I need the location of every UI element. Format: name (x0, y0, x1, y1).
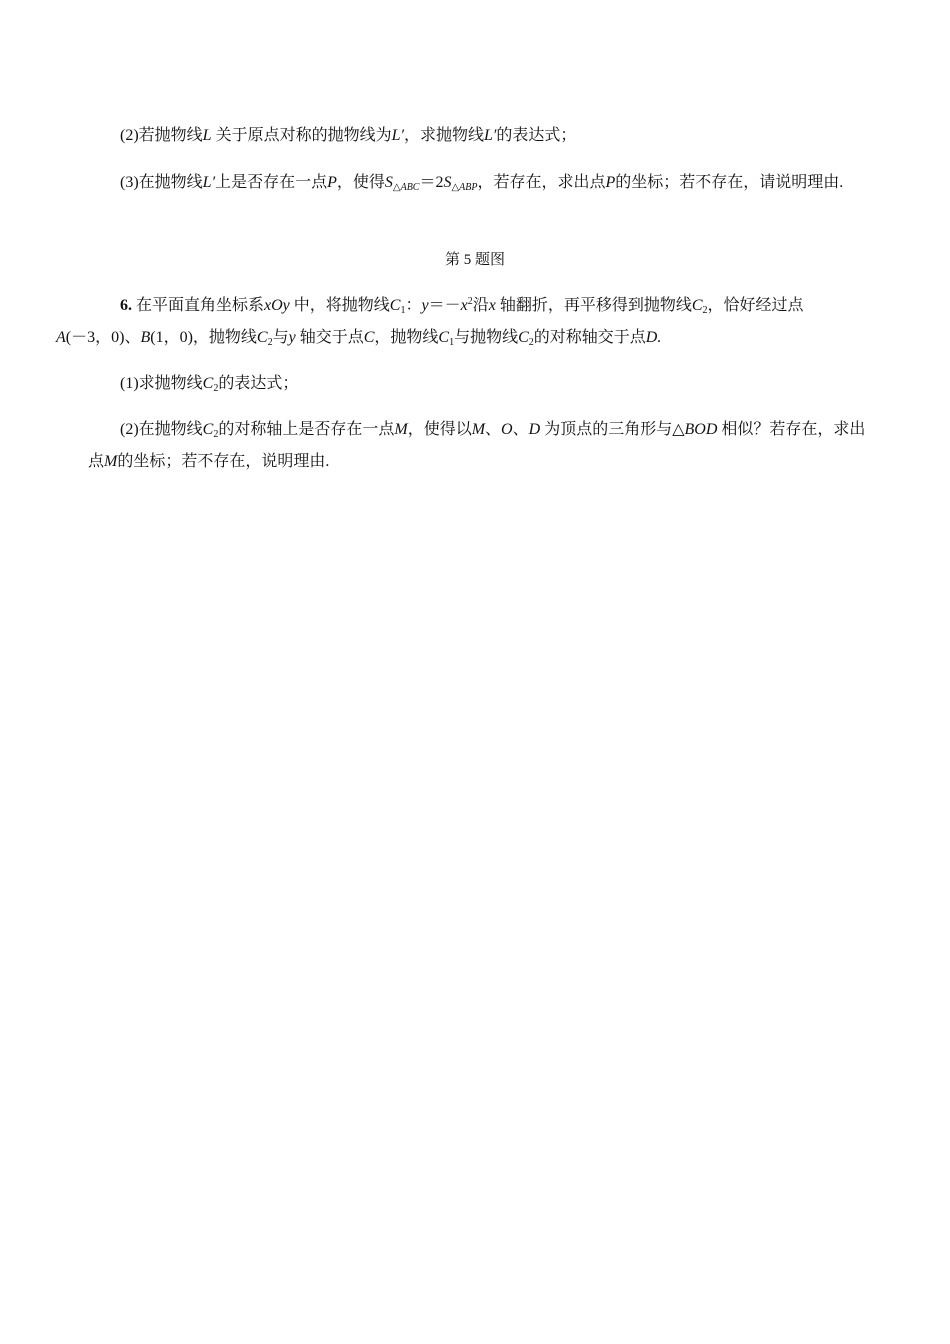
text: 轴翻折，再平移得到抛物线 (495, 297, 692, 314)
var-A: A (56, 329, 66, 346)
var-L-prime: L′ (202, 174, 216, 191)
var-L-prime: L′ (391, 127, 404, 144)
q6-intro (56, 290, 868, 354)
var-M: M (394, 421, 408, 438)
subscript: 1 (400, 305, 406, 316)
var-B: B (140, 329, 151, 346)
text: 的表达式； (496, 127, 577, 144)
text: ，若存在，求出点 (477, 174, 606, 191)
text: 关于原点对称的抛物线为 (211, 127, 392, 144)
var-C: C (202, 421, 214, 438)
text: 与抛物线 (454, 329, 519, 346)
text: (1，0)，抛物线 (150, 329, 257, 346)
text: 的坐标；若不存在，说明理由. (117, 453, 330, 470)
text: 的表达式； (218, 375, 299, 392)
var-M: M (471, 421, 486, 438)
var-C: C (256, 329, 268, 346)
text: ，使得以 (407, 421, 472, 438)
text: ，求抛物线 (404, 127, 485, 144)
q6-part1 (88, 368, 868, 400)
text: (－3，0)、 (65, 329, 141, 346)
text: (2)若抛物线 (120, 127, 203, 144)
var-P: P (605, 174, 616, 191)
var-xOy: xOy (264, 297, 290, 314)
subscript: △ABC (392, 182, 420, 193)
question-number: 6. (120, 297, 132, 314)
var-C: C (438, 329, 450, 346)
text: 与 (272, 329, 289, 346)
text: 沿 (472, 297, 489, 314)
var-C: C (691, 297, 703, 314)
text: 、 (485, 421, 502, 438)
text: ： (405, 297, 422, 314)
var-L-prime: L′ (484, 127, 497, 144)
superscript: 2 (467, 296, 473, 307)
subscript: 2 (702, 305, 708, 316)
var-BOD: BOD (684, 421, 718, 438)
var-S: S (384, 174, 393, 191)
text: (3)在抛物线 (120, 174, 203, 191)
var-C: C (389, 297, 401, 314)
text: 为顶点的三角形与△ (540, 421, 685, 438)
var-y: y (421, 297, 429, 314)
text: (2)在抛物线 (120, 421, 203, 438)
text: ，恰好经过点 (707, 297, 804, 314)
text: ＝－ (428, 297, 461, 314)
var-D: D (528, 421, 541, 438)
text: 上是否存在一点 (215, 174, 328, 191)
var-P: P (327, 174, 337, 191)
q5-part3 (88, 167, 868, 199)
var-x: x (488, 297, 496, 314)
var-D: D. (645, 329, 662, 346)
text: ＝2 (419, 174, 444, 191)
subscript: 2 (267, 337, 273, 348)
var-C: C (518, 329, 529, 346)
text: ，抛物线 (374, 329, 439, 346)
subscript: 2 (213, 383, 219, 394)
var-C: C (363, 329, 375, 346)
var-x: x (460, 297, 468, 314)
subscript: △ABP (451, 182, 478, 193)
text: 在平面直角坐标系 (132, 297, 265, 314)
text: 中，将抛物线 (289, 297, 390, 314)
text: (1)求抛物线 (120, 375, 203, 392)
text: 、 (512, 421, 529, 438)
text: 的对称轴上是否存在一点 (218, 421, 395, 438)
text: 的对称轴交于点 (533, 329, 646, 346)
q6-part2 (88, 414, 868, 478)
subscript: 1 (449, 337, 455, 348)
text: 轴交于点 (295, 329, 364, 346)
figure-caption: 第 5 题图 (444, 252, 505, 268)
var-S: S (443, 174, 452, 191)
q5-part2 (88, 120, 868, 152)
var-L: L (202, 127, 212, 144)
var-C: C (202, 375, 214, 392)
subscript: 2 (528, 337, 534, 348)
text: ，使得 (336, 174, 385, 191)
var-M: M (104, 453, 118, 470)
var-O: O (501, 421, 513, 438)
subscript: 2 (213, 429, 219, 440)
var-y: y (288, 329, 296, 346)
text: 的坐标；若不存在，请说明理由. (615, 174, 844, 191)
text: 相似？若存在，求出点 (88, 421, 866, 470)
